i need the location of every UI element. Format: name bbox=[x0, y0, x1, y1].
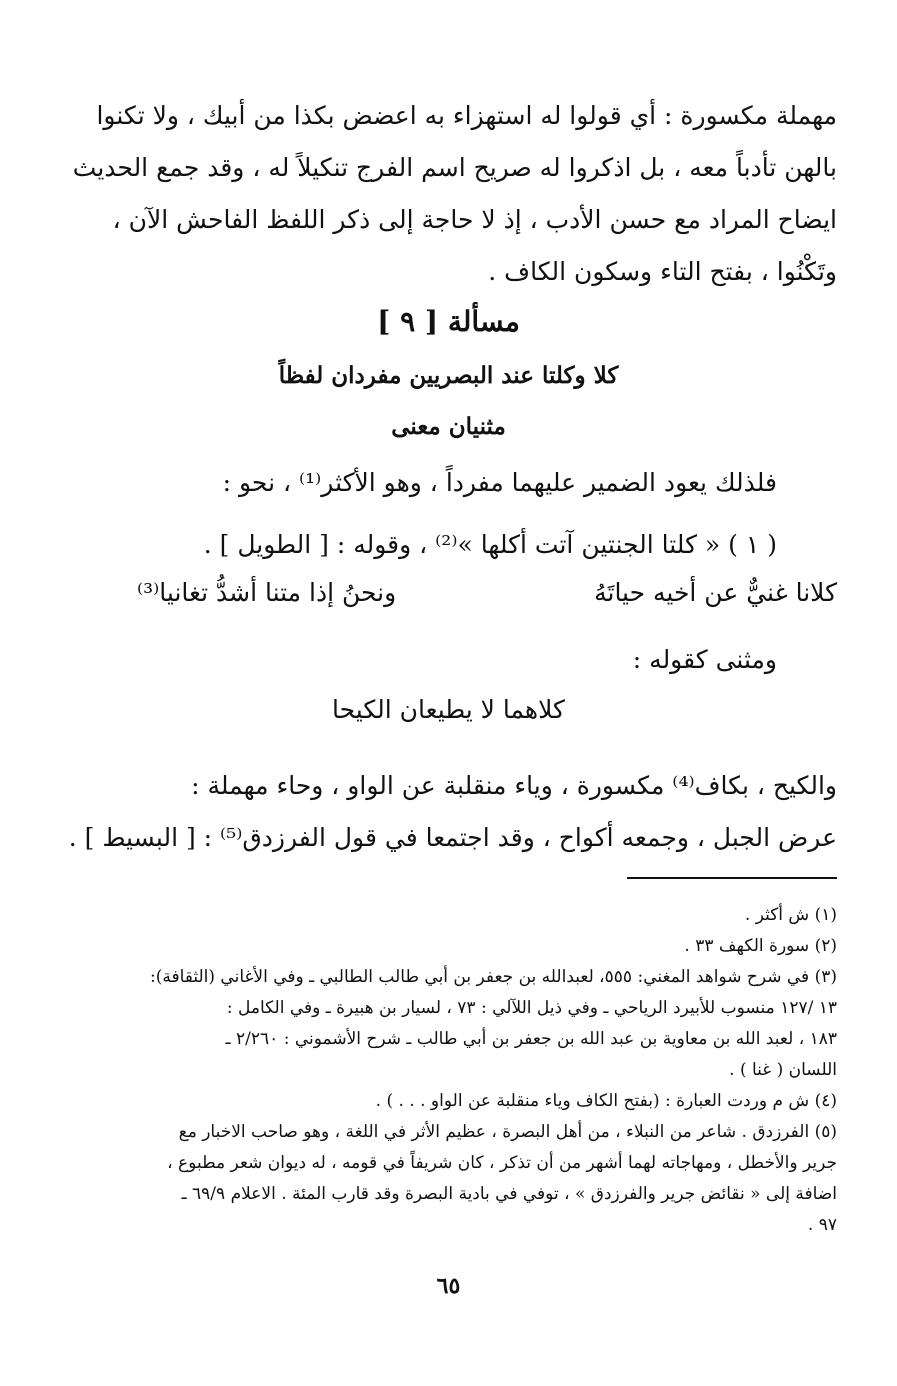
example-line: ( ١ ) « كلتا الجنتين آتت أكلها »⁽²⁾ ، وقوله : [ الطويل ] . bbox=[203, 530, 777, 559]
paragraph-line: ايضاح المراد مع حسن الأدب ، إذ لا حاجة إلى ذكر اللفظ الفاحش الآن ، bbox=[112, 205, 837, 234]
footnote-line: (١) ش أكثر . bbox=[744, 905, 837, 925]
paragraph-line: عرض الجبل ، وجمعه أكواح ، وقد اجتمعا في قول الفرزدق⁽⁵⁾ : [ البسيط ] . bbox=[68, 823, 837, 852]
top-paragraph bbox=[72, 90, 837, 298]
text-line: فلذلك يعود الضمير عليهما مفرداً ، وهو الأكثر⁽¹⁾ ، نحو : bbox=[222, 468, 777, 497]
verse-first-hemistich: كلانا غنيٌّ عن أخيه حياتَهُ bbox=[594, 578, 837, 607]
poetry-verse-2: كلاهما لا يطيعان الكيحا bbox=[332, 695, 565, 724]
footnote-line: (٣) في شرح شواهد المغني: ٥٥٥، لعبدالله بن جعفر بن أبي طالب الطالبي ـ وفي الأغاني (الثقافة): bbox=[149, 967, 837, 987]
page-number: ٦٥ bbox=[436, 1273, 461, 1299]
bottom-paragraph bbox=[68, 760, 837, 864]
footnote-line: (٢) سورة الكهف ٣٣ . bbox=[684, 936, 837, 956]
verse-second-hemistich: ونحنُ إذا متنا أشدُّ تغانيا⁽³⁾ bbox=[137, 578, 397, 607]
footnote-line: ٩٧ . bbox=[807, 1215, 837, 1235]
paragraph-line: مهملة مكسورة : أي قولوا له استهزاء به اعضض بكذا من أبيك ، ولا تكنوا bbox=[96, 101, 837, 130]
section-subheading: كلا وكلتا عند البصريين مفردان لفظاً bbox=[278, 362, 619, 389]
poetry-verse bbox=[137, 578, 837, 607]
footnote-line: ١٣ /١٢٧ منسوب للأبيرد الرياحي ـ وفي ذيل اللآلي : ٧٣ ، لسيار بن هبيرة ـ وفي الكامل : bbox=[226, 998, 837, 1018]
section-subheading-2: مثنيان معنى bbox=[391, 413, 506, 440]
paragraph-line: وتَكْنُوا ، بفتح التاء وسكون الكاف . bbox=[488, 257, 837, 286]
footnote-line: جرير والأخطل ، ومهاجاته لهما أشهر من أن تذكر ، كان شريفاً في قومه ، له ديوان شعر مطبوع ، bbox=[167, 1153, 837, 1173]
footnotes bbox=[127, 900, 837, 1241]
paragraph-line: بالهن تأدباً معه ، بل اذكروا له صريح اسم الفرج تنكيلاً له ، وقد جمع الحديث bbox=[72, 153, 837, 182]
section-heading: مسألة [ ٩ ] bbox=[377, 305, 520, 338]
text-line: ومثنى كقوله : bbox=[632, 645, 777, 674]
footnote-divider bbox=[627, 877, 837, 879]
footnote-line: اللسان ( غنا ) . bbox=[729, 1060, 837, 1080]
footnote-line: (٤) ش م وردت العبارة : (بفتح الكاف وياء منقلبة عن الواو . . . ) . bbox=[375, 1091, 837, 1111]
paragraph-line: والكيح ، بكاف⁽⁴⁾ مكسورة ، وياء منقلبة عن الواو ، وحاء مهملة : bbox=[191, 771, 837, 800]
footnote-line: (٥) الفرزدق . شاعر من النبلاء ، من أهل البصرة ، عظيم الأثر في اللغة ، وهو صاحب الاخبار مع bbox=[178, 1122, 837, 1142]
footnote-line: ١٨٣ ، لعبد الله بن معاوية بن عبد الله بن جعفر بن أبي طالب ـ شرح الأشموني : ٢/٢٦٠ ـ bbox=[225, 1029, 837, 1049]
footnote-line: اضافة إلى « نقائض جرير والفرزدق » ، توفي في بادية البصرة وقد قارب المئة . الاعلام ٦٩/٩ ـ bbox=[181, 1184, 837, 1204]
